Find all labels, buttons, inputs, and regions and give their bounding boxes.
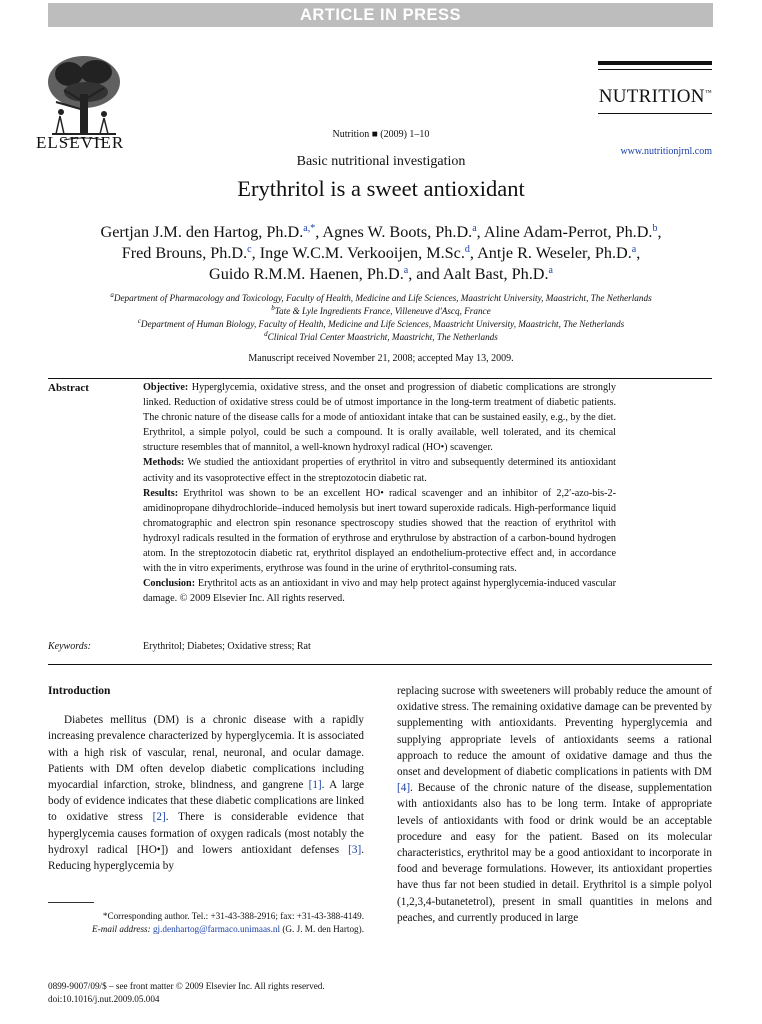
intro-paragraph-1-cont: replacing sucrose with sweeteners will probably reduce the amount of oxidative stress. The remaining oxidative damage can be prevented by supplementing with antioxidants. Preventing hyperglycemia and supplying appropriate levels of antioxidants seems a rational approach to reduce the amount of oxidative damage and thus the onset and development of diabetic complications in patients with DM [4]. Because of the chronic nature of the disease, supplementation with antioxidants also has to be long term. Intake of appropriate levels of antioxidants with food or drink would be an acceptable procedure and easy for the patient. Based on its molecular characteristics, erythritol may be a good antioxidant to incorporate in food and beverage formulations. However, its antioxidant properties have thus far not been studied in detail. Erythritol is a simple polyol (1,2,3,4-butanetetrol), present in small quantities in melons and peaches, and currently produced in large [397,685,712,924]
affiliation-c: $^c$Department of Human Biology, Faculty of Health, Medicine and Life Sciences, Maastricht University, Maastricht, The Netherlands [137,317,625,329]
email-link[interactable]: gj.denhartog@farmaco.unimaas.nl [152,924,281,934]
abstract-results: Results: Erythritol was shown to be an excellent HO• radical scavenger and an inhibitor of 2,2′-azo-bis-2-amidinopropane dihydrochloride–induced hemolysis but inert toward superoxide radicals. High-performance liquid chromatographic and electron spin resonance spectroscopy studies showed that the reaction of erythritol with hydroxyl radicals resulted in the formation of erythrose and erythrulose by abstraction of a carbon-bound hydrogen atom. In the streptozotocin diabetic rat, erythritol displayed an endothelium-protective effect and, in accordance with the in vitro experiments, erythrose was found in the urine of erythritol-consuming rats. [143,487,617,575]
keywords-label: Keywords: [48,641,91,652]
journal-rule-bottom [598,113,712,114]
author-line-3: Guido R.M.M. Haenen, Ph.D.$^a$, and Aalt Bast, Ph.D.$^a$ [209,265,553,283]
journal-rule-thick [598,61,712,65]
intro-heading: Introduction [48,685,111,697]
affiliations [40,292,722,344]
manuscript-dates: Manuscript received November 21, 2008; accepted May 13, 2009. [248,353,514,364]
affiliation-d: $^d$Clinical Trial Center Maastricht, Maastricht, The Netherlands [264,330,498,342]
abstract-top-rule [48,378,712,379]
ref-link[interactable]: [2] [152,811,166,824]
email-line: E-mail address: gj.denhartog@farmaco.unimaas.nl (G. J. M. den Hartog). [92,924,364,934]
intro-paragraph-1: Diabetes mellitus (DM) is a chronic disease with a rapidly increasing prevalence characterized by hyperglycemia. It is associated with a high risk of vascular, renal, neuronal, and ocular damage. Patients with DM often develop diabetic complications including myocardial infarction, stroke, blindness, and gangrene [1]. A large body of evidence indicates that these diabetic complications are linked to oxidative stress [2]. There is considerable evidence that hyperglycemia causes formation of oxygen radicals (most notably the hydroxyl radical [HO•]) and lowers antioxidant defenses [3]. Reducing hyperglycemia by [48,714,364,873]
front-matter [48,980,388,1006]
abstract-objective: Objective: Hyperglycemia, oxidative stress, and the onset and progression of diabetic complications are strongly linked. Reduction of oxidative stress could be of utmost importance in the long-term treatment of diabetic patients. The chronic nature of the disease calls for a mode of antioxidant intake that can be sustained easily, e.g., by the diet. Erythritol, a simple polyol, could be such a compound. It is orally available, well tolerated, and its chemical structure resembles that of mannitol, a well-known hydroxyl radical (HO•) scavenger. [143,382,616,454]
author-list [40,222,722,285]
corresponding-author: *Corresponding author. Tel.: +31-43-388-2916; fax: +31-43-388-4149. [102,911,364,921]
intro-right-column [397,683,712,926]
ref-link[interactable]: [1] [308,779,322,792]
abstract-conclusion: Conclusion: Erythritol acts as an antioxidant in vivo and may help protect against hyperglycemia-induced vascular damage. © 2009 Elsevier Inc. All rights reserved. [143,578,617,605]
journal-name: NUTRITION™ [598,86,712,107]
abstract-methods: Methods: We studied the antioxidant properties of erythritol in vitro and subsequently determined its antioxidant activity and its vasoprotective effect in the streptozotocin diabetic rat. [143,457,616,484]
citation-line: Nutrition ■ (2009) 1–10 [332,129,430,140]
abstract-bottom-rule [48,664,712,665]
publisher-name: ELSEVIER [36,133,125,152]
abstract-body [143,380,616,606]
issn-line: 0899-9007/09/$ – see front matter © 2009 Elsevier Inc. All rights reserved. [48,981,325,991]
journal-rule-thin [598,69,712,70]
abstract-label: Abstract [48,382,89,394]
footnote-rule [48,902,94,903]
article-title: Erythritol is a sweet antioxidant [237,176,525,201]
doi-line: doi:10.1016/j.nut.2009.05.004 [48,994,160,1004]
ref-link[interactable]: [4] [397,782,411,795]
intro-left-column [48,683,364,874]
author-line-2: Fred Brouns, Ph.D.$^c$, Inge W.C.M. Verkooijen, M.Sc.$^d$, Antje R. Weseler, Ph.D.$^a$, [121,244,641,262]
affiliation-a: $^a$Department of Pharmacology and Toxicology, Faculty of Health, Medicine and Life Sciences, Maastricht University, Maastricht, The Netherlands [110,291,652,303]
journal-url-link[interactable]: www.nutritionjrnl.com [620,146,712,157]
ref-link[interactable]: [3] [348,843,362,856]
article-in-press-banner: ARTICLE IN PRESS [48,3,713,27]
corresponding-footnote [48,910,364,936]
keywords-list: Erythritol; Diabetes; Oxidative stress; Rat [143,641,311,652]
author-line-1: Gertjan J.M. den Hartog, Ph.D.$^{a,*}$, Agnes W. Boots, Ph.D.$^a$, Aline Adam-Perrot, Ph.D.$^b$, [100,223,662,241]
section-type: Basic nutritional investigation [296,154,466,169]
affiliation-b: $^b$Tate & Lyle Ingredients France, Villeneuve d'Ascq, France [271,304,491,316]
